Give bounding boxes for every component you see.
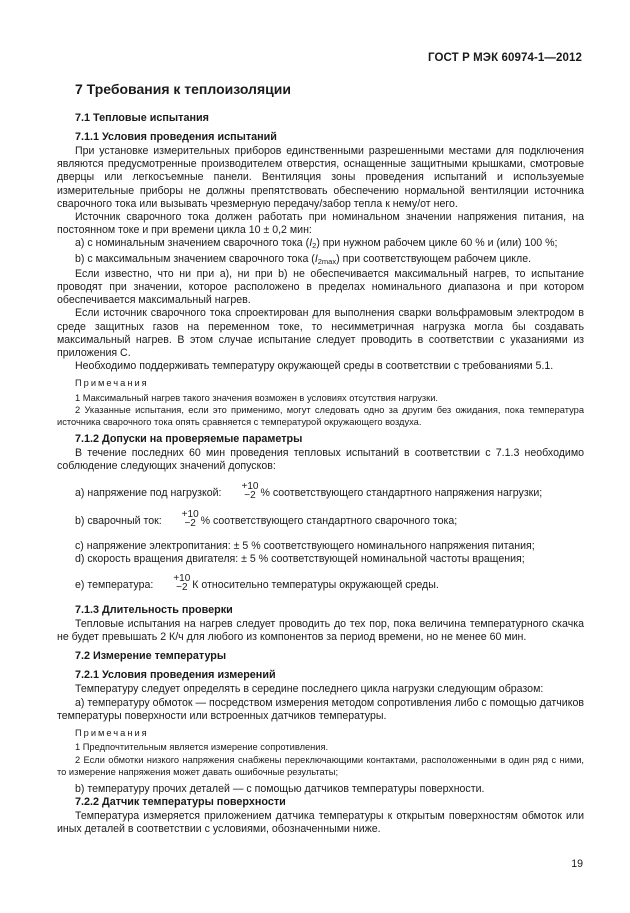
paragraph: Если источник сварочного тока спроектирован для выполнения сварки вольфрамовым электродом в среде защитных газов на переменном токе, то несимметричная нагрузка могла бы создавать максимальный нагрев. В этом случае испытание следует проводить в соответствии с указаниями из приложения С. [57,307,584,360]
paragraph: Температура измеряется приложением датчика температуры к открытым поверхностям обмоток или иных деталей в соответствии с условиями, обозначенными ниже. [57,810,584,836]
section-7-1-3-title: 7.1.3 Длительность проверки [75,604,233,617]
tolerance-item-a: а) напряжение под нагрузкой: +10 −2 % соответствующего стандартного напряжения нагрузки; [75,480,543,501]
list-item-a: а) с номинальным значением сварочного тока $(I_2)$ при нужном рабочем цикле 60 % и (или) 100 %; [75,237,558,251]
notes-block [57,377,584,428]
paragraph: Если известно, что ни при а), ни при b) не обеспечивается максимальный нагрев, то испытание проводят при значении, которое расположено в пределах номинального диапазона и при котором обеспечивается максимальный нагрев. [57,267,584,307]
section-7-2-1-title: 7.2.1 Условия проведения измерений [75,669,276,682]
page-content [57,80,584,837]
tolerance-value: +10 −2 [241,480,259,501]
notes-title: Примечания [75,728,149,739]
section-7-2-2-title: 7.2.2 Датчик температуры поверхности [75,796,286,809]
note: 2 Если обмотки низкого напряжения снабжены переключающими контактами, расположенными в один ряд с ними, то измерение напряжения может давать ошибочные результаты; [57,754,584,777]
paragraph: Источник сварочного тока должен работать при номинальном значении напряжения питания, на постоянном токе и при времени цикла 10 ± 0,2 мин: [57,211,584,237]
note: 1 Максимальный нагрев такого значения возможен в условиях отсутствия нагрузки. [75,392,438,403]
note: 2 Указанные испытания, если это применимо, могут следовать одно за другим без ожидания, пока температура источника сварочного тока опять сравняется с температурой окружающего воздуха. [57,404,584,428]
section-7-1-2-title: 7.1.2 Допуски на проверяемые параметры [75,433,303,446]
section-7-1-title: 7.1 Тепловые испытания [75,112,209,124]
tolerance-value: +10 −2 [181,508,199,529]
tolerance-item-c: с) напряжение электропитания: ± 5 % соответствующего номинального напряжения питания; [75,539,535,552]
tolerance-value: +10 −2 [173,573,191,594]
list-item-b: b) температуру прочих деталей — с помощью датчиков температуры поверхности. [75,782,485,795]
paragraph: При установке измерительных приборов единственными разрешенными местами для подключения являются предусмотренные производителем отверстия, оснащенные защитными крышками, смотровые дверцы или легкосъемные панели. Вентиляция зоны проведения испытаний и используемые измерительные приборы не должны препятствовать обеспечению нормальной вентиляции источника сварочного тока или вызывать чрезмерную передачу/забор тепла к нему/от него. [57,145,584,210]
section-7-1-1-title: 7.1.1 Условия проведения испытаний [75,131,277,143]
list-item-b: b) с максимальным значением сварочного тока $(I_{2max})$ при соответствующем рабочем цикле. [75,252,532,266]
page-number: 19 [571,858,583,870]
tolerance-item-b: b) сварочный ток: +10 −2 % соответствующего стандартного сварочного тока; [75,508,458,529]
note: 1 Предпочтительным является измерение сопротивления. [75,742,329,753]
tolerance-item-d: d) скорость вращения двигателя: ± 5 % соответствующей номинальной частоты вращения; [75,552,525,565]
standard-header: ГОСТ Р МЭК 60974-1—2012 [428,52,582,64]
notes-block [57,727,584,778]
list-item-a: а) температуру обмоток — посредством измерения методом сопротивления либо с помощью датчиков температуры поверхности или встроенных датчиков температуры. [57,696,584,722]
notes-title: Примечания [75,378,149,389]
section-7-2-title: 7.2 Измерение температуры [75,650,227,663]
tolerance-item-e: е) температура: +10 −2 К относительно температуры окружающей среды. [75,573,439,594]
paragraph: Температуру следует определять в середине последнего цикла нагрузки следующим образом: [75,683,544,696]
paragraph: В течение последних 60 мин проведения тепловых испытаний в соответствии с 7.1.3 необходимо соблюдение следующих значений допусков: [57,447,584,473]
section-7-title: 7 Требования к теплоизоляции [75,81,291,97]
paragraph: Необходимо поддерживать температуру окружающей среды в соответствии с требованиями 5.1. [75,360,554,373]
paragraph: Тепловые испытания на нагрев следует проводить до тех пор, пока величина температурного скачка не будет превышать 2 К/ч для любого из компонентов за период времени, но не менее 60 мин. [57,618,584,644]
